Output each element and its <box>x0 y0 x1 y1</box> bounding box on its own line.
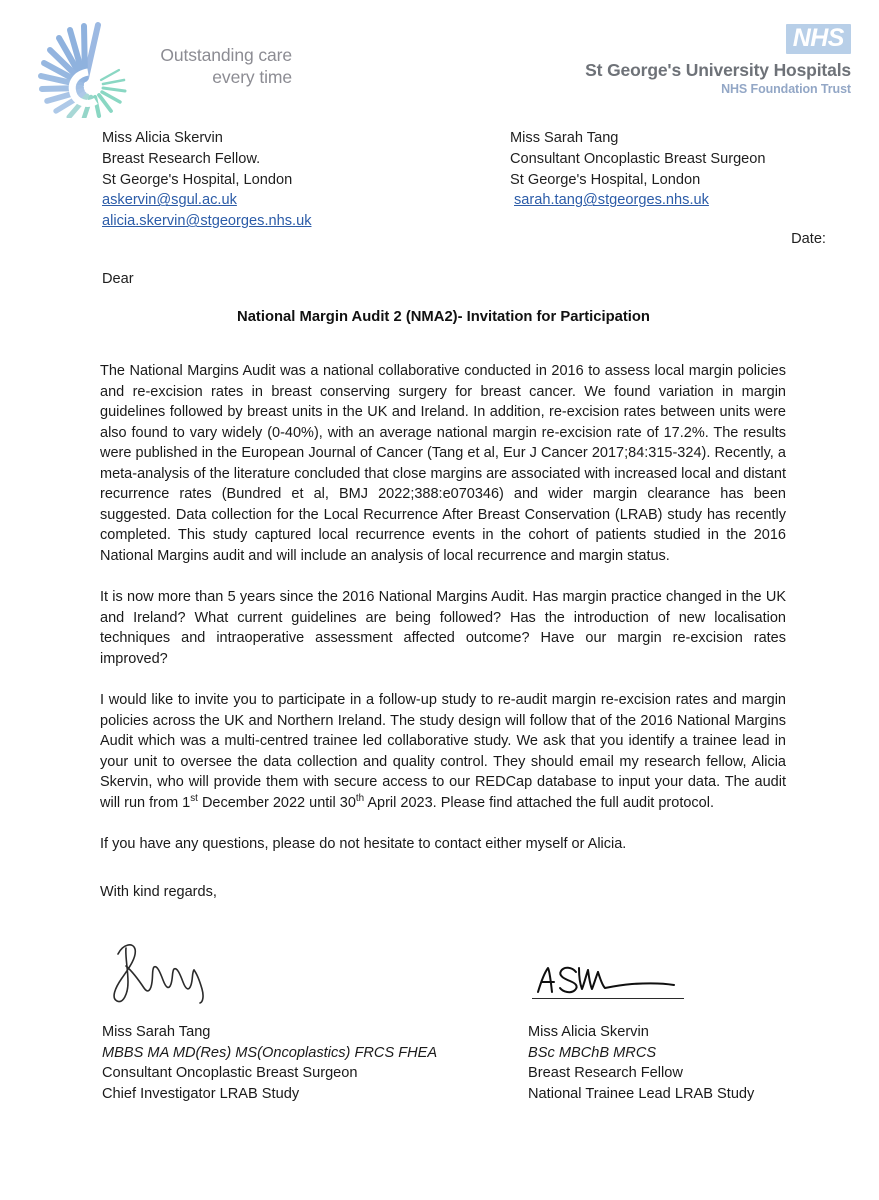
body-paragraph-1: The National Margins Audit was a national collaborative conducted in 2016 to assess local margin policies and re-excision rates in breast conserving surgery for breast cancer. We found variation in margin guidelines followed by breast units in the UK and Ireland. In addition, re-excision rates between units were also found to vary widely (0-40%), with an average national margin re-excision rate of 17.2%. The results were published in the European Journal of Cancer (Tang et al, Eur J Cancer 2017;84:315-324). Recently, a meta-analysis of the literature concluded that close margins are associated with increased local and distant recurrence rates (Bundred et al, BMJ 2022;388:e070346) and wider margin clearance has been suggested. Data collection for the Local Recurrence After Breast Conservation (LRAB) study has recently completed. This study captured local recurrence events in the cohort of patients studied in the 2016 National Margins audit and will include an analysis of local recurrence and margin status. <box>100 363 786 564</box>
nhs-trust-name: St George's University Hospitals <box>585 60 851 80</box>
recipient-location-right: St George's Hospital, London <box>510 171 701 188</box>
body-paragraph-3 <box>100 690 786 813</box>
radial-burst-logo-icon <box>36 22 144 118</box>
body-paragraph-4: If you have any questions, please do not hesitate to contact either myself or Alicia. <box>100 836 627 852</box>
signature-rule <box>532 998 684 999</box>
handwritten-signature-icon-alicia-skervin <box>532 958 692 1000</box>
signatory-name-alicia-skervin: Miss Alicia Skervin <box>528 1024 649 1040</box>
recipient-location-left: St George's Hospital, London <box>102 171 293 188</box>
ordinal-suffix-30th: th <box>355 792 365 804</box>
nhs-badge-label: NHS <box>792 24 844 52</box>
page-title: National Margin Audit 2 (NMA2)- Invitation for Participation <box>237 309 650 325</box>
date-label: Date: <box>791 231 826 247</box>
signatory-role-sarah-tang: Consultant Oncoplastic Breast Surgeon <box>102 1065 358 1082</box>
body-paragraph-2: It is now more than 5 years since the 2016 National Margins Audit. Has margin practice changed in the UK and Ireland? What current guidelines are being followed? Has the introduction of new localisation techniques and intraoperative assessment affected outcome? Have our margin re-excision rates improved? <box>100 589 786 667</box>
strapline-line-1: Outstanding care <box>160 45 292 65</box>
nhs-trust-subtitle: NHS Foundation Trust <box>721 82 851 96</box>
paragraph-3-text-a: I would like to invite you to participate in a follow-up study to re-audit margin re-excision rates and margin policies across the UK and Northern Ireland. The study design will follow that of the 2016 National Margins Audit which was a multi-centred trainee led collaborative study. We ask that you identify a trainee lead in your unit to oversee the data collection and quality control. They should email my research fellow, Alicia Skervin, who will provide them with secure access to our REDCap database to input your data. The audit will run from 1 <box>100 692 786 811</box>
handwritten-signature-icon-sarah-tang <box>104 938 274 1004</box>
email-link-alicia-skervin-stgeorges[interactable]: alicia.skervin@stgeorges.nhs.uk <box>102 213 312 230</box>
signatory-role-alicia-skervin: Breast Research Fellow <box>528 1065 683 1082</box>
signatory-qualifications-alicia-skervin: BSc MBChB MRCS <box>528 1044 657 1061</box>
salutation: Dear <box>102 271 134 287</box>
strapline-line-2: every time <box>212 67 292 88</box>
address-block-right <box>510 128 850 211</box>
recipient-name-left: Miss Alicia Skervin <box>102 130 223 146</box>
signatory-details-alicia-skervin <box>528 1022 754 1104</box>
letter-body <box>100 361 786 902</box>
address-block-left <box>102 128 442 232</box>
signatory-details-sarah-tang <box>102 1022 437 1104</box>
recipient-name-right: Miss Sarah Tang <box>510 130 619 146</box>
email-link-sarah-tang-stgeorges[interactable]: sarah.tang@stgeorges.nhs.uk <box>514 192 709 209</box>
trust-logo <box>36 22 292 118</box>
trust-strapline <box>142 44 292 89</box>
ordinal-suffix-1st: st <box>190 792 198 804</box>
signature-area <box>102 930 847 1110</box>
recipient-role-left: Breast Research Fellow. <box>102 150 261 167</box>
signatory-qualifications-sarah-tang: MBBS MA MD(Res) MS(Oncoplastics) FRCS FHEA <box>102 1044 438 1061</box>
signatory-name-sarah-tang: Miss Sarah Tang <box>102 1024 211 1040</box>
letterhead <box>0 18 879 118</box>
nhs-badge <box>786 24 851 54</box>
signatory-study-role-sarah-tang: Chief Investigator LRAB Study <box>102 1085 300 1102</box>
paragraph-3-text-b: December 2022 until 30 <box>197 794 356 811</box>
recipient-role-right: Consultant Oncoplastic Breast Surgeon <box>510 150 766 167</box>
nhs-logo <box>551 24 851 96</box>
email-link-askervin-sgul[interactable]: askervin@sgul.ac.uk <box>102 192 237 209</box>
signatory-study-role-alicia-skervin: National Trainee Lead LRAB Study <box>528 1085 755 1102</box>
sign-off: With kind regards, <box>100 883 217 900</box>
paragraph-3-text-c: April 2023. Please find attached the full audit protocol. <box>364 794 714 811</box>
